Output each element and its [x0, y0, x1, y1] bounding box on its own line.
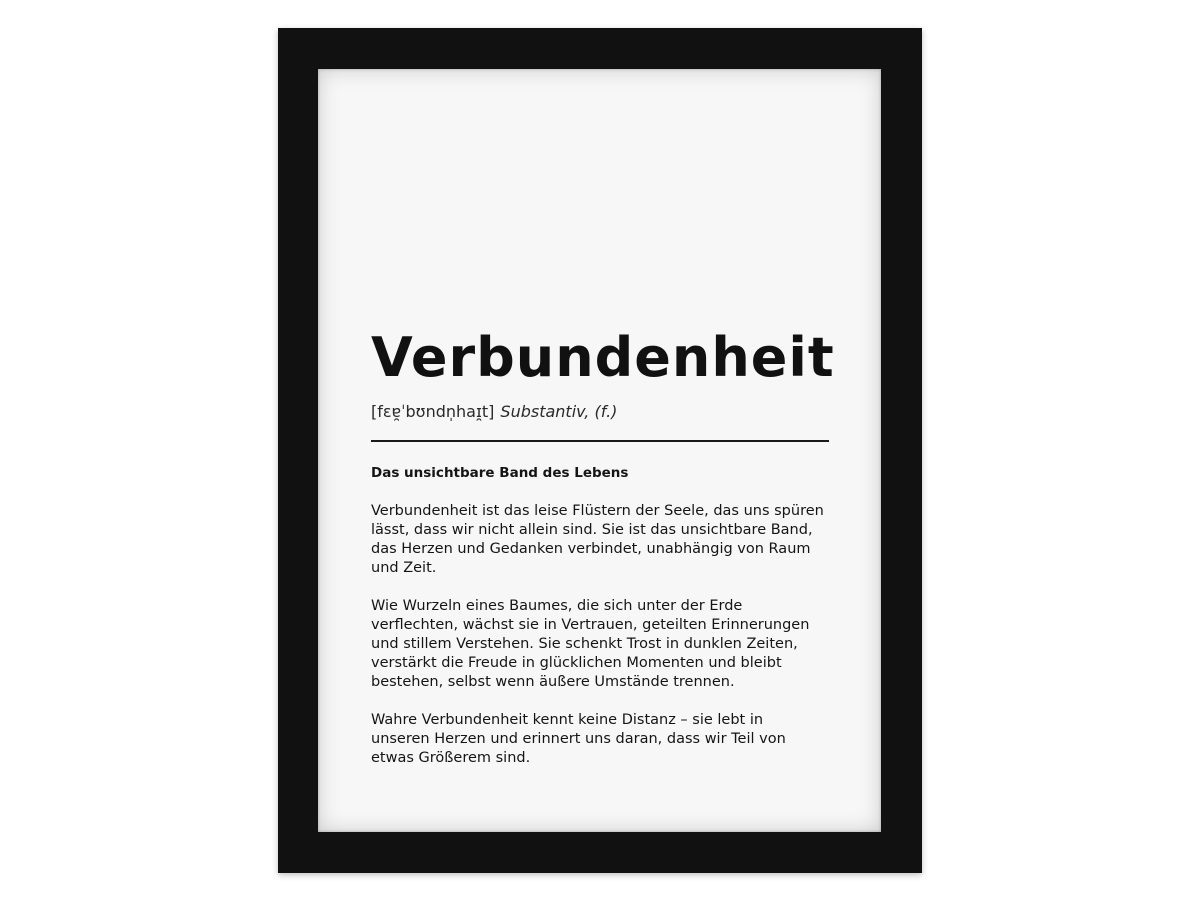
paragraph-3 [371, 711, 829, 768]
poster-paper [318, 69, 881, 832]
paragraph-line: verstärkt die Freude in glücklichen Momenten und bleibt [371, 655, 782, 671]
picture-frame [278, 28, 922, 873]
paragraph-line: und Zeit. [371, 560, 437, 576]
paragraph-line: lässt, dass wir nicht allein sind. Sie ist das unsichtbare Band, [371, 522, 813, 538]
paragraph-line: unseren Herzen und erinnert uns daran, dass wir Teil von [371, 731, 786, 747]
divider-rule [371, 440, 829, 442]
paragraph-1 [371, 502, 829, 578]
definition-subtitle: Das unsichtbare Band des Lebens [371, 465, 629, 481]
paragraph-2 [371, 597, 829, 692]
paragraph-line: Verbundenheit ist das leise Flüstern der Seele, das uns spüren [371, 503, 824, 519]
paragraph-line: verflechten, wächst sie in Vertrauen, geteilten Erinnerungen [371, 617, 810, 633]
paragraph-line: Wahre Verbundenheit kennt keine Distanz – sie lebt in [371, 712, 764, 728]
definition-block [371, 326, 835, 768]
paragraph-line: Wie Wurzeln eines Baumes, die sich unter der Erde [371, 598, 743, 614]
pronunciation: [fɛɐ̯ˈbʊndn̩haɪ̯t] [371, 402, 495, 421]
definition-word: Verbundenheit [371, 326, 835, 389]
grammar-info: Substantiv, (f.) [500, 402, 618, 421]
pronunciation-line [371, 401, 829, 423]
paragraph-line: bestehen, selbst wenn äußere Umstände trennen. [371, 674, 735, 690]
paragraph-line: und stillem Verstehen. Sie schenkt Trost in dunklen Zeiten, [371, 636, 798, 652]
paragraph-line: etwas Größerem sind. [371, 750, 531, 766]
paragraph-line: das Herzen und Gedanken verbindet, unabhängig von Raum [371, 541, 811, 557]
